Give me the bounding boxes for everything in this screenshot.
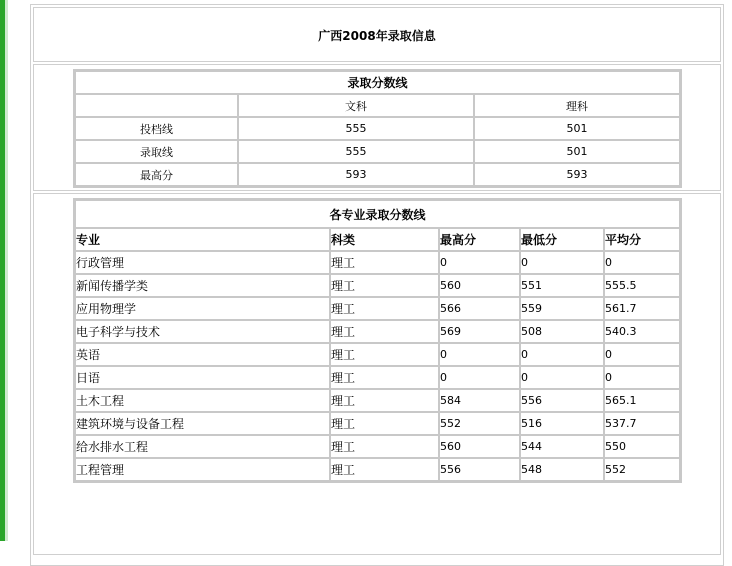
table-row xyxy=(75,140,680,163)
table-row xyxy=(75,343,680,366)
major-scores-table xyxy=(73,198,682,483)
table-row xyxy=(75,163,680,186)
category-value: 理工 xyxy=(330,366,439,389)
like-value: 501 xyxy=(474,117,680,140)
table-row xyxy=(75,274,680,297)
category-value: 理工 xyxy=(330,274,439,297)
table-row xyxy=(75,251,680,274)
min-score: 0 xyxy=(520,366,604,389)
wenke-value: 593 xyxy=(238,163,474,186)
wenke-value: 555 xyxy=(238,140,474,163)
wenke-value: 555 xyxy=(238,117,474,140)
major-rows xyxy=(75,251,680,481)
category-value: 理工 xyxy=(330,458,439,481)
avg-score: 0 xyxy=(604,343,680,366)
max-score: 566 xyxy=(439,297,520,320)
avg-score: 537.7 xyxy=(604,412,680,435)
category-value: 理工 xyxy=(330,412,439,435)
header-cell-wenke: 文科 xyxy=(238,94,474,117)
table-row xyxy=(75,389,680,412)
table-caption-row xyxy=(75,71,680,94)
score-lines-table xyxy=(73,69,682,188)
header-category: 科类 xyxy=(330,228,439,251)
major-name: 电子科学与技术 xyxy=(75,320,330,343)
min-score: 551 xyxy=(520,274,604,297)
header-major: 专业 xyxy=(75,228,330,251)
category-value: 理工 xyxy=(330,343,439,366)
major-name: 行政管理 xyxy=(75,251,330,274)
min-score: 548 xyxy=(520,458,604,481)
major-name: 应用物理学 xyxy=(75,297,330,320)
min-score: 516 xyxy=(520,412,604,435)
like-value: 593 xyxy=(474,163,680,186)
header-max: 最高分 xyxy=(439,228,520,251)
category-value: 理工 xyxy=(330,297,439,320)
left-accent-bar-inner xyxy=(5,0,8,541)
major-name: 英语 xyxy=(75,343,330,366)
min-score: 0 xyxy=(520,343,604,366)
max-score: 0 xyxy=(439,366,520,389)
avg-score: 565.1 xyxy=(604,389,680,412)
table-row xyxy=(75,117,680,140)
min-score: 508 xyxy=(520,320,604,343)
category-value: 理工 xyxy=(330,389,439,412)
avg-score: 0 xyxy=(604,251,680,274)
table-row xyxy=(75,366,680,389)
min-score: 544 xyxy=(520,435,604,458)
major-name: 新闻传播学类 xyxy=(75,274,330,297)
table-row xyxy=(75,458,680,481)
page-title: 广西2008年录取信息 xyxy=(318,29,436,43)
category-value: 理工 xyxy=(330,251,439,274)
row-label: 录取线 xyxy=(75,140,238,163)
row-label: 最高分 xyxy=(75,163,238,186)
major-name: 日语 xyxy=(75,366,330,389)
row-label: 投档线 xyxy=(75,117,238,140)
score-lines-caption: 录取分数线 xyxy=(75,71,680,94)
table-row xyxy=(75,297,680,320)
table-row xyxy=(75,320,680,343)
max-score: 560 xyxy=(439,435,520,458)
avg-score: 550 xyxy=(604,435,680,458)
table-row xyxy=(75,435,680,458)
header-cell-blank xyxy=(75,94,238,117)
major-name: 土木工程 xyxy=(75,389,330,412)
table-row xyxy=(75,412,680,435)
major-scores-caption: 各专业录取分数线 xyxy=(75,200,680,228)
major-name: 建筑环境与设备工程 xyxy=(75,412,330,435)
max-score: 0 xyxy=(439,251,520,274)
min-score: 559 xyxy=(520,297,604,320)
min-score: 0 xyxy=(520,251,604,274)
major-scores-panel xyxy=(33,193,721,555)
max-score: 560 xyxy=(439,274,520,297)
max-score: 552 xyxy=(439,412,520,435)
major-name: 工程管理 xyxy=(75,458,330,481)
header-cell-like: 理科 xyxy=(474,94,680,117)
avg-score: 555.5 xyxy=(604,274,680,297)
avg-score: 540.3 xyxy=(604,320,680,343)
table-caption-row xyxy=(75,200,680,228)
header-min: 最低分 xyxy=(520,228,604,251)
avg-score: 0 xyxy=(604,366,680,389)
max-score: 584 xyxy=(439,389,520,412)
score-lines-panel xyxy=(33,64,721,191)
title-panel xyxy=(33,7,721,62)
major-name: 给水排水工程 xyxy=(75,435,330,458)
max-score: 569 xyxy=(439,320,520,343)
table-header-row xyxy=(75,94,680,117)
category-value: 理工 xyxy=(330,435,439,458)
min-score: 556 xyxy=(520,389,604,412)
avg-score: 552 xyxy=(604,458,680,481)
max-score: 0 xyxy=(439,343,520,366)
header-avg: 平均分 xyxy=(604,228,680,251)
table-header-row xyxy=(75,228,680,251)
category-value: 理工 xyxy=(330,320,439,343)
like-value: 501 xyxy=(474,140,680,163)
avg-score: 561.7 xyxy=(604,297,680,320)
max-score: 556 xyxy=(439,458,520,481)
